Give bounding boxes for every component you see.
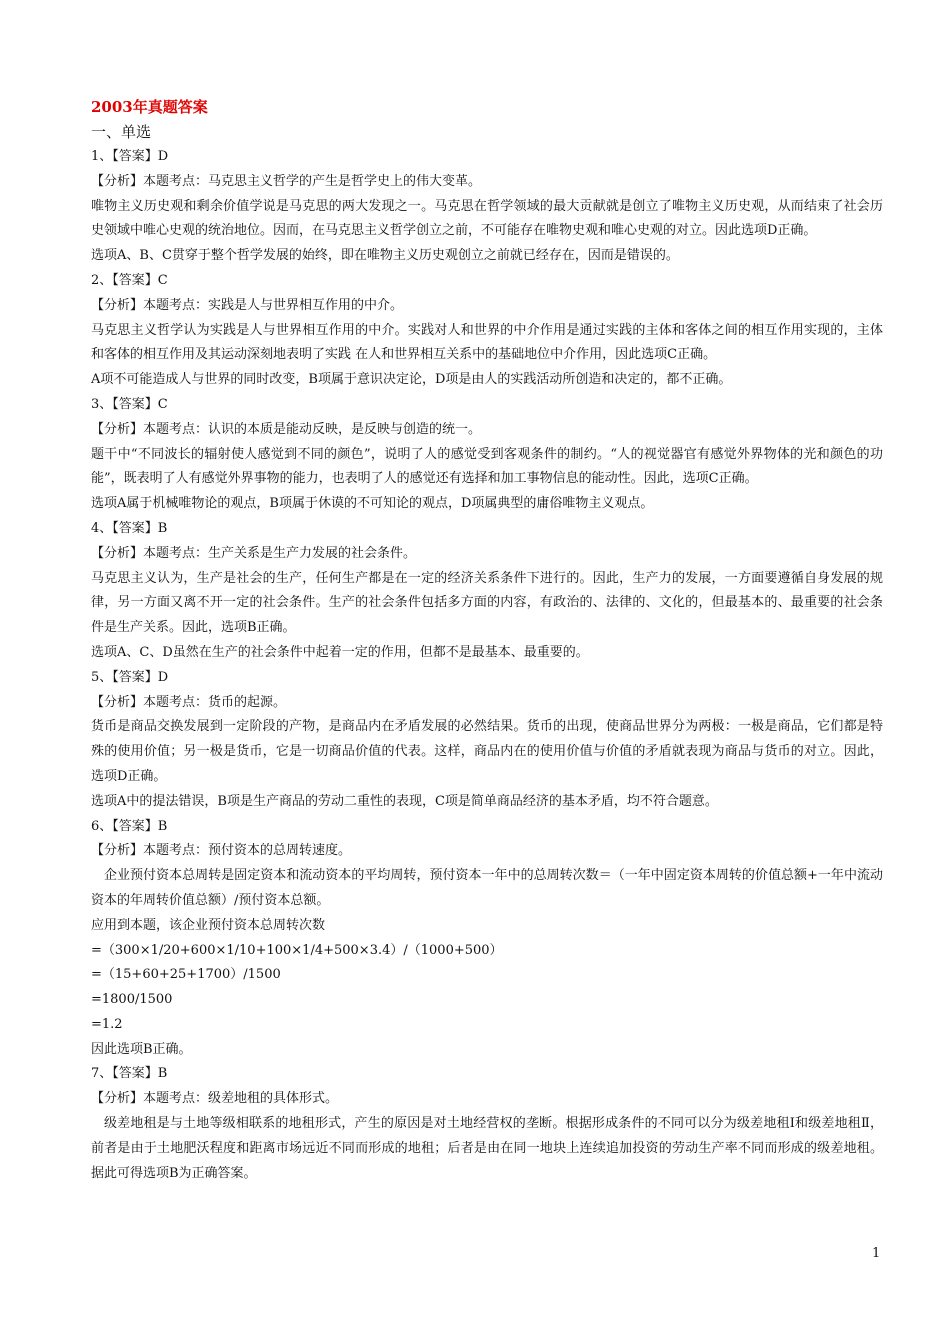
calc-line: =（15+60+25+1700）/1500	[91, 967, 281, 983]
paragraph: 马克思主义哲学认为实践是人与世界相互作用的中介。实践对人和世界的中介作用是通过实践的主体和客体之间的相互作用实现的，主体和客体的相互作用及其运动深刻地表明了实践 在人和世界相互关系中的基础地位中介作用，因此选项C正确。	[91, 322, 883, 363]
document-page	[91, 96, 883, 1186]
answer-line: 1、【答案】D	[91, 149, 169, 164]
answer-line: 3、【答案】C	[91, 396, 168, 412]
conclusion-line: 因此选项B正确。	[91, 1041, 192, 1057]
page-number: 1	[872, 1246, 881, 1261]
paragraph: 货币是商品交换发展到一定阶段的产物，是商品内在矛盾发展的必然结果。货币的出现，使商品世界分为两极：一极是商品，它们都是特殊的使用价值；另一极是货币，它是一切商品价值的代表。这样，商品内在的使用价值与价值的矛盾就表现为商品与货币的对立。因此，选项D正确。	[91, 719, 883, 784]
paragraph: 马克思主义认为，生产是社会的生产，任何生产都是在一定的经济关系条件下进行的。因此，生产力的发展，一方面要遵循自身发展的规律，另一方面又离不开一定的社会条件。生产的社会条件包括多方面的内容，有政治的、法律的、文化的，但最基本的、最重要的社会条件是生产关系。因此，选项B正确。	[91, 570, 883, 636]
question-6	[91, 815, 883, 1063]
calc-line: =1.2	[91, 1016, 123, 1032]
analysis-line: 【分析】本题考点：马克思主义哲学的产生是哲学史上的伟大变革。	[91, 173, 482, 189]
question-1	[91, 145, 883, 269]
paragraph: 选项A属于机械唯物论的观点，B项属于休谟的不可知论的观点，D项属典型的庸俗唯物主义观点。	[91, 496, 654, 512]
section-heading: 一、单选	[91, 123, 152, 141]
analysis-line: 【分析】本题考点：实践是人与世界相互作用的中介。	[91, 297, 404, 313]
analysis-line: 【分析】本题考点：预付资本的总周转速度。	[91, 843, 352, 859]
question-3	[91, 393, 883, 517]
calc-line: =1800/1500	[91, 992, 173, 1008]
analysis-line: 【分析】本题考点：生产关系是生产力发展的社会条件。	[91, 545, 417, 561]
document-title: 2003年真题答案	[91, 98, 208, 116]
question-7	[91, 1062, 883, 1186]
paragraph: 企业预付资本总周转是固定资本和流动资本的平均周转，预付资本一年中的总周转次数＝（一年中固定资本周转的价值总额+一年中流动资本的年周转价值总额）/预付资本总额。	[91, 868, 883, 908]
analysis-line: 【分析】本题考点：级差地租的具体形式。	[91, 1091, 339, 1107]
paragraph: 唯物主义历史观和剩余价值学说是马克思的两大发现之一。马克思在哲学领域的最大贡献就是创立了唯物主义历史观，从而结束了社会历史领域中唯心史观的统治地位。因而，在马克思主义哲学创立之前，不可能存在唯物史观和唯心史观的对立。因此选项D正确。	[91, 198, 883, 239]
answer-line: 7、【答案】B	[91, 1066, 168, 1082]
question-2	[91, 269, 883, 393]
paragraph: 选项A、C、D虽然在生产的社会条件中起着一定的作用，但都不是最基本、最重要的。	[91, 644, 589, 660]
analysis-line: 【分析】本题考点：认识的本质是能动反映，是反映与创造的统一。	[91, 421, 482, 437]
question-5	[91, 666, 883, 815]
paragraph: 选项A中的提法错误，B项是生产商品的劳动二重性的表现，C项是简单商品经济的基本矛盾，均不符合题意。	[91, 793, 718, 809]
paragraph: 题干中“不同波长的辐射使人感觉到不同的颜色”，说明了人的感觉受到客观条件的制约。“人的视觉器官有感觉外界物体的光和颜色的功能”，既表明了人有感觉外界事物的能力，也表明了人的感觉还有选择和加工事物信息的能动性。因此，选项C正确。	[91, 446, 883, 487]
question-4	[91, 517, 883, 666]
calc-line: =（300×1/20+600×1/10+100×1/4+500×3.4）/（1000+500）	[91, 942, 503, 958]
calc-line: 应用到本题，该企业预付资本总周转次数	[91, 917, 326, 933]
paragraph: 选项A、B、C贯穿于整个哲学发展的始终，即在唯物主义历史观创立之前就已经存在，因而是错误的。	[91, 248, 679, 264]
analysis-line: 【分析】本题考点：货币的起源。	[91, 694, 287, 710]
answer-line: 6、【答案】B	[91, 818, 168, 834]
paragraph: A项不可能造成人与世界的同时改变，B项属于意识决定论，D项是由人的实践活动所创造和决定的，都不正确。	[91, 372, 732, 388]
answer-line: 2、【答案】C	[91, 272, 168, 288]
answer-line: 5、【答案】D	[91, 669, 169, 685]
paragraph: 级差地租是与土地等级相联系的地租形式，产生的原因是对土地经营权的垄断。根据形成条件的不同可以分为级差地租Ⅰ和级差地租Ⅱ，前者是由于土地肥沃程度和距离市场远近不同而形成的地租；后者是由在同一地块上连续追加投资的劳动生产率不同而形成的级差地租。据此可得选项B为正确答案。	[91, 1116, 883, 1181]
answer-line: 4、【答案】B	[91, 520, 168, 536]
